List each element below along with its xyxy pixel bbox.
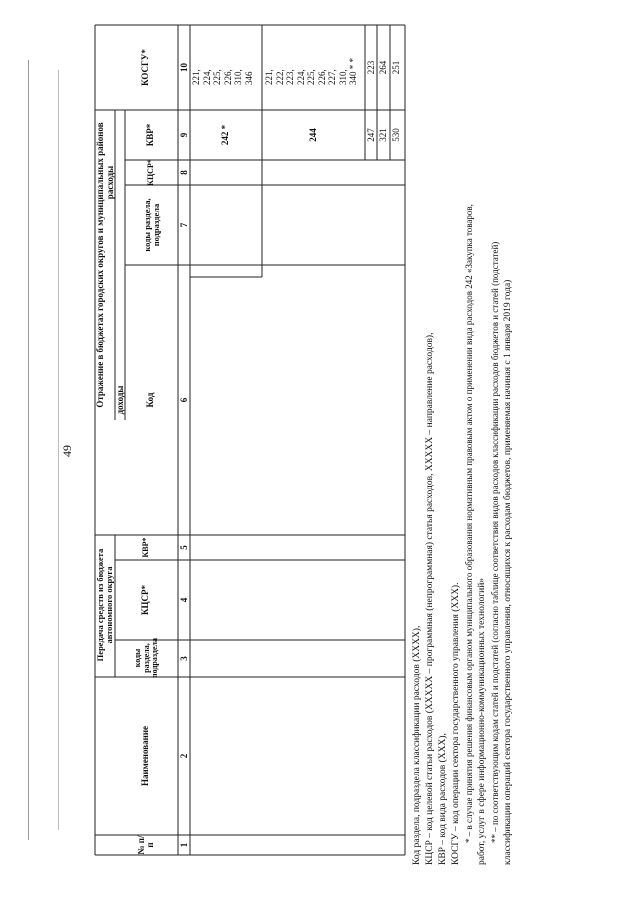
col-header-kosgu: КОСГУ* <box>140 49 151 86</box>
col-header-kvr-b: КВР* <box>145 123 156 147</box>
kosgu-value: 340 * * <box>348 58 358 85</box>
kosgu-value: 224, <box>295 69 306 85</box>
kosgu-value: 310, <box>233 69 243 85</box>
footnote: КВР – код вида расходов (XXX), <box>438 733 448 865</box>
col-number: 3 <box>179 656 189 661</box>
kosgu-value: 226, <box>222 69 233 85</box>
table-cell-kvr: 321 <box>378 128 388 142</box>
table-cell-kvr: 247 <box>366 128 376 142</box>
col-number: 4 <box>179 597 189 603</box>
col-header-kcsr-a: КЦСР* <box>140 584 151 616</box>
page-number: 49 <box>60 445 74 457</box>
table-cell-kvr: 242 * <box>220 124 230 146</box>
kosgu-value: 346 <box>243 71 254 85</box>
footnote: работ, услуг в сфере информационно-коммуникационных технологий» <box>477 577 487 865</box>
col-number: 9 <box>179 132 189 138</box>
table-cell-kvr: 530 <box>391 128 401 142</box>
kosgu-value: 225, <box>212 69 222 85</box>
kosgu-value: 225, <box>306 69 316 85</box>
kosgu-value: 310, <box>337 69 348 85</box>
expenses-subheader: расходы <box>105 165 116 200</box>
col-header-num: № п/п <box>135 835 155 855</box>
table-cell-kosgu <box>264 30 359 85</box>
footnote: КЦСР – код целевой статьи расходов (XXXXX – программная (непрограммная) статья расходов, XXXXX – направление расходов), <box>425 332 435 865</box>
col-header-income-code: Код <box>145 392 156 408</box>
kosgu-value: 224, <box>201 69 212 85</box>
footnote: * – в случае принятия решения финансовым органом муниципального образования нормативным правовым актом о применении вида расходов 242 «Закупка товаров, <box>464 204 474 843</box>
kosgu-value: 226, <box>316 69 327 85</box>
table-cell-kvr: 244 <box>308 128 318 142</box>
kosgu-value: 222, <box>274 69 285 85</box>
reflection-group-header: Отражение в бюджетах городских округов и муниципальных районов <box>95 122 106 408</box>
kosgu-value: 221, <box>191 69 201 85</box>
col-header-kvr-a: КВР* <box>140 537 150 558</box>
col-number: 8 <box>179 170 189 175</box>
col-number: 1 <box>179 842 189 848</box>
footnote: классификации операций сектора государственного управления, относящихся к расходам бюджетов, применяемая начиная с 1 января 2019 года) <box>503 279 513 865</box>
col-header-section-code-b: коды раздела, подраздела <box>142 198 161 252</box>
table-cell-kosgu: 251 <box>391 60 401 75</box>
income-subheader: доходы <box>114 385 125 415</box>
kosgu-value: 223, <box>285 69 295 85</box>
table-cell-kosgu: 223 <box>366 60 376 75</box>
col-number: 5 <box>179 545 189 550</box>
footnote: КОСГУ – код операции сектора государственного управления (XXX). <box>451 582 461 865</box>
table-cell-kosgu <box>191 30 254 85</box>
footnote: ** – по соответствующим кодам статей и подстатей (согласно таблице соответствия видов расходов классификации расходов бюджетов и статей (подстатей) <box>490 241 500 843</box>
kosgu-value: 227, <box>327 69 337 85</box>
col-number: 10 <box>179 63 189 72</box>
col-header-kcsr-b: КЦСР* <box>145 159 155 186</box>
col-header-section-code-a: коды раздела, подраздела <box>133 637 160 679</box>
footnote: Код раздела, подраздела классификации расходов (XXXX), <box>412 625 422 865</box>
col-number: 7 <box>179 222 189 228</box>
col-number: 6 <box>179 397 189 403</box>
transfer-group-header: Передача средств из бюджета автономного округа <box>95 548 114 662</box>
table-cell-kosgu: 264 <box>378 60 388 75</box>
kosgu-value: 221, <box>264 69 274 85</box>
col-number: 2 <box>179 753 189 759</box>
col-header-name: Наименование <box>140 726 151 786</box>
